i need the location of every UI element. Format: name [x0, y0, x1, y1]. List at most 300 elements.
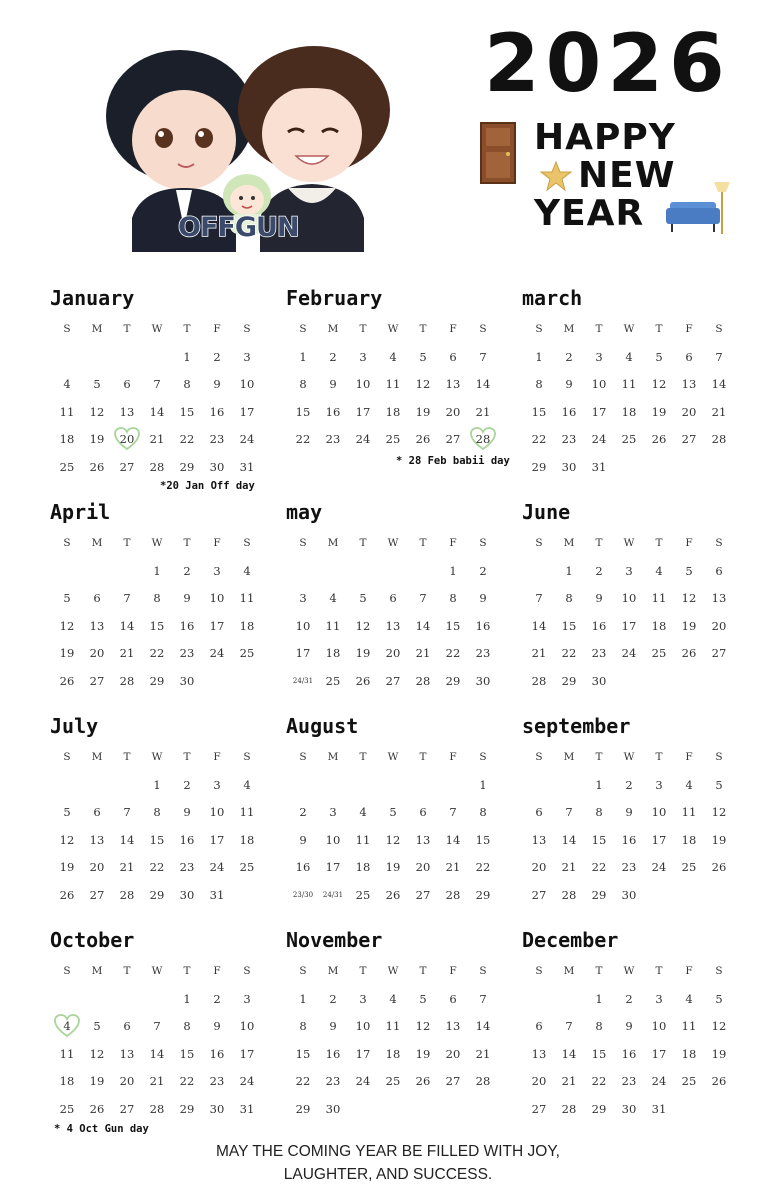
day-cell: 21 [119, 860, 135, 874]
day-cell: 24 [239, 1074, 255, 1088]
weekday-label: M [91, 751, 103, 763]
weekday-label: S [243, 965, 251, 977]
day-cell: 7 [419, 591, 427, 605]
day-cell: 1 [153, 777, 161, 792]
day-cell: 24 [621, 646, 637, 660]
day-cell: 21 [149, 432, 165, 446]
day-cell: 30 [179, 673, 195, 688]
day-cell: 13 [531, 832, 547, 847]
day-cell: 21 [119, 646, 135, 660]
weekday-label: F [685, 751, 693, 763]
day-cell: 20 [445, 1046, 461, 1061]
day-cell: 22 [475, 860, 491, 874]
day-cell: 22 [179, 1074, 195, 1088]
weekday-label: S [715, 537, 723, 549]
day-cell: 19 [415, 1046, 431, 1061]
weekday-label: T [359, 751, 367, 763]
day-cell: 15 [295, 404, 311, 419]
day-cell: 12 [385, 832, 401, 847]
day-cell: 19 [355, 646, 371, 660]
day-cell: 10 [239, 1019, 255, 1033]
weekday-label: F [449, 537, 457, 549]
day-cell: 19 [89, 432, 105, 446]
day-cell: 14 [561, 832, 577, 847]
weekday-label: M [91, 323, 103, 335]
day-cell: 8 [595, 805, 603, 819]
weekday-label: F [449, 965, 457, 977]
day-cell: 16 [209, 1046, 225, 1061]
day-cell: 25 [355, 887, 371, 902]
day-cell: 8 [153, 805, 161, 819]
weekday-label: T [183, 751, 191, 763]
day-cell: 31 [239, 1101, 255, 1116]
day-cell: 7 [479, 991, 487, 1006]
day-cell: 12 [59, 832, 75, 847]
day-cell: 30 [591, 673, 607, 688]
day-cell: 3 [595, 349, 603, 364]
day-cell: 30 [209, 459, 225, 474]
day-cell: 27 [89, 673, 105, 688]
day-cell: 24 [651, 860, 667, 874]
day-cell: 14 [415, 618, 431, 633]
combined-day-cell: 24/31 [292, 676, 314, 685]
weekday-label: F [685, 537, 693, 549]
day-cell: 2 [625, 777, 633, 792]
day-cell: 4 [685, 991, 693, 1006]
weekday-label: F [449, 751, 457, 763]
day-cell: 28 [149, 459, 165, 474]
weekday-label: S [535, 751, 543, 763]
day-cell: 4 [243, 777, 251, 792]
day-cell: 26 [415, 432, 431, 446]
weekday-label: S [299, 323, 307, 335]
day-cell: 19 [89, 1074, 105, 1088]
day-cell: 3 [213, 777, 221, 792]
day-cell: 4 [329, 591, 337, 605]
day-cell: 16 [179, 832, 195, 847]
day-cell: 5 [715, 777, 723, 792]
day-cell: 7 [535, 591, 543, 605]
day-cell: 2 [329, 991, 337, 1006]
day-cell: 3 [329, 805, 337, 819]
day-cell: 10 [295, 618, 311, 633]
day-cell: 20 [711, 618, 727, 633]
weekday-label: W [387, 965, 399, 977]
star-icon [540, 160, 572, 192]
day-cell: 20 [112, 428, 142, 450]
day-cell: 1 [565, 563, 573, 578]
day-cell: 11 [239, 591, 255, 605]
weekday-label: W [623, 323, 635, 335]
weekday-label: T [595, 537, 603, 549]
day-cell: 22 [295, 1074, 311, 1088]
day-cell: 22 [179, 432, 195, 446]
day-cell: 15 [149, 618, 165, 633]
day-cell: 29 [149, 673, 165, 688]
day-cell: 22 [149, 860, 165, 874]
day-cell: 30 [325, 1101, 341, 1116]
weekday-label: W [387, 537, 399, 549]
day-cell: 3 [299, 591, 307, 605]
month-name: October [50, 928, 135, 952]
greeting-happy: HAPPY [534, 117, 676, 158]
weekday-label: S [243, 537, 251, 549]
weekday-label: T [359, 965, 367, 977]
day-cell: 5 [63, 805, 71, 819]
day-cell: 18 [59, 432, 75, 446]
day-cell: 13 [119, 1046, 135, 1061]
day-cell: 10 [621, 591, 637, 605]
day-cell: 11 [681, 1019, 697, 1033]
day-cell: 4 [63, 377, 71, 391]
weekday-label: S [63, 751, 71, 763]
day-cell: 29 [561, 673, 577, 688]
month-name: may [286, 500, 323, 524]
day-cell: 23 [179, 646, 195, 660]
day-cell: 25 [681, 1074, 697, 1088]
day-cell: 12 [681, 591, 697, 605]
day-cell: 10 [355, 1019, 371, 1033]
weekday-label: W [151, 537, 163, 549]
day-cell: 10 [651, 805, 667, 819]
day-cell: 22 [149, 646, 165, 660]
day-cell: 27 [681, 432, 697, 446]
day-cell: 9 [595, 591, 603, 605]
day-cell: 2 [213, 349, 221, 364]
day-cell: 1 [299, 349, 307, 364]
month-name: July [50, 714, 99, 738]
footer-message [0, 1140, 776, 1186]
day-cell: 17 [591, 404, 607, 419]
day-cell: 23 [621, 860, 637, 874]
day-cell: 18 [385, 1046, 401, 1061]
day-cell: 23 [475, 646, 491, 660]
calendar-header [0, 0, 776, 270]
weekday-label: S [479, 965, 487, 977]
day-cell: 27 [119, 459, 135, 474]
day-cell: 15 [179, 404, 195, 419]
month-name: August [286, 714, 359, 738]
day-cell: 22 [591, 860, 607, 874]
day-cell: 19 [711, 832, 727, 847]
day-cell: 13 [89, 618, 105, 633]
day-cell: 16 [325, 1046, 341, 1061]
day-cell: 11 [59, 1046, 75, 1061]
day-cell: 5 [655, 349, 663, 364]
day-cell: 25 [325, 673, 341, 688]
day-cell: 9 [183, 591, 191, 605]
day-cell: 16 [591, 618, 607, 633]
weekday-label: T [595, 965, 603, 977]
weekday-label: T [655, 323, 663, 335]
day-cell: 24 [591, 432, 607, 446]
day-cell: 13 [445, 377, 461, 391]
day-cell: 16 [325, 404, 341, 419]
day-cell: 13 [531, 1046, 547, 1061]
day-cell: 12 [651, 377, 667, 391]
day-cell: 7 [153, 377, 161, 391]
weekday-label: F [213, 537, 221, 549]
day-cell: 11 [59, 404, 75, 419]
day-cell: 21 [561, 1074, 577, 1088]
day-cell: 20 [89, 646, 105, 660]
footer-line-1: MAY THE COMING YEAR BE FILLED WITH JOY, [216, 1143, 560, 1160]
weekday-label: T [359, 537, 367, 549]
day-cell: 8 [299, 1019, 307, 1033]
day-cell: 4 [655, 563, 663, 578]
weekday-label: S [299, 751, 307, 763]
day-cell: 11 [325, 618, 341, 633]
day-cell: 20 [531, 1074, 547, 1088]
day-cell: 28 [415, 673, 431, 688]
weekday-label: F [685, 323, 693, 335]
day-cell: 5 [359, 591, 367, 605]
day-cell: 20 [89, 860, 105, 874]
month-name: November [286, 928, 383, 952]
weekday-label: M [91, 537, 103, 549]
weekday-label: T [123, 323, 131, 335]
day-cell: 18 [325, 646, 341, 660]
day-cell: 13 [711, 591, 727, 605]
day-cell: 26 [711, 860, 727, 874]
day-cell: 20 [119, 1074, 135, 1088]
day-cell: 2 [183, 777, 191, 792]
day-cell: 27 [119, 1101, 135, 1116]
day-cell: 5 [715, 991, 723, 1006]
day-cell: 17 [355, 1046, 371, 1061]
day-cell: 30 [179, 887, 195, 902]
day-cell: 9 [329, 1019, 337, 1033]
day-cell: 23 [591, 646, 607, 660]
day-cell: 11 [681, 805, 697, 819]
day-cell: 21 [415, 646, 431, 660]
day-cell: 14 [475, 1019, 491, 1033]
day-cell: 15 [149, 832, 165, 847]
day-cell: 16 [295, 860, 311, 874]
sofa-icon [664, 178, 734, 238]
day-cell: 14 [149, 1046, 165, 1061]
day-cell: 20 [385, 646, 401, 660]
day-cell: 25 [681, 860, 697, 874]
day-cell: 25 [385, 432, 401, 446]
day-cell: 17 [239, 404, 255, 419]
day-cell: 15 [475, 832, 491, 847]
day-cell: 7 [123, 805, 131, 819]
weekday-label: F [213, 751, 221, 763]
day-cell: 18 [621, 404, 637, 419]
footer-line-2: LAUGHTER, AND SUCCESS. [283, 1166, 493, 1183]
day-cell: 22 [445, 646, 461, 660]
weekday-label: T [419, 537, 427, 549]
day-cell: 19 [651, 404, 667, 419]
day-cell: 26 [59, 673, 75, 688]
weekday-label: T [123, 537, 131, 549]
day-cell: 16 [209, 404, 225, 419]
day-cell: 28 [445, 887, 461, 902]
month-september [522, 712, 744, 902]
special-day-note: *20 Jan Off day [160, 480, 255, 492]
day-cell: 22 [295, 432, 311, 446]
day-cell: 13 [385, 618, 401, 633]
day-cell: 23 [179, 860, 195, 874]
day-cell: 4 [359, 805, 367, 819]
day-cell: 2 [183, 563, 191, 578]
day-cell: 12 [59, 618, 75, 633]
day-cell: 10 [591, 377, 607, 391]
month-name: June [522, 500, 571, 524]
month-name: January [50, 286, 135, 310]
day-cell: 6 [449, 991, 457, 1006]
weekday-label: F [213, 965, 221, 977]
day-cell: 17 [325, 860, 341, 874]
weekday-label: S [243, 323, 251, 335]
day-cell: 15 [179, 1046, 195, 1061]
calendar-year-title: 2026 [484, 17, 731, 110]
day-cell: 1 [153, 563, 161, 578]
weekday-label: F [685, 965, 693, 977]
day-cell: 7 [715, 349, 723, 364]
weekday-label: T [123, 751, 131, 763]
day-cell: 17 [651, 832, 667, 847]
weekday-label: M [563, 537, 575, 549]
day-cell: 26 [89, 459, 105, 474]
greeting-new: NEW [578, 155, 676, 196]
day-cell: 5 [419, 991, 427, 1006]
day-cell: 2 [595, 563, 603, 578]
day-cell: 19 [385, 860, 401, 874]
day-cell: 15 [295, 1046, 311, 1061]
day-cell: 7 [565, 1019, 573, 1033]
day-cell: 28 [711, 432, 727, 446]
day-cell: 31 [239, 459, 255, 474]
day-cell: 6 [535, 1019, 543, 1033]
day-cell: 27 [445, 432, 461, 446]
month-name: February [286, 286, 383, 310]
day-cell: 11 [385, 1019, 401, 1033]
day-cell: 9 [213, 377, 221, 391]
day-cell: 17 [621, 618, 637, 633]
day-cell: 23 [325, 1074, 341, 1088]
day-cell: 24 [209, 860, 225, 874]
day-cell: 12 [711, 805, 727, 819]
weekday-label: S [299, 537, 307, 549]
day-cell: 20 [681, 404, 697, 419]
day-cell: 26 [355, 673, 371, 688]
day-cell: 9 [479, 591, 487, 605]
weekday-label: S [535, 965, 543, 977]
day-cell: 26 [711, 1074, 727, 1088]
day-cell: 3 [243, 349, 251, 364]
weekday-label: S [715, 323, 723, 335]
day-cell: 25 [59, 459, 75, 474]
month-june [522, 498, 744, 688]
day-cell: 23 [621, 1074, 637, 1088]
day-cell: 14 [119, 832, 135, 847]
day-cell: 5 [93, 1019, 101, 1033]
weekday-label: S [63, 537, 71, 549]
day-cell: 23 [325, 432, 341, 446]
day-cell: 11 [239, 805, 255, 819]
day-cell: 5 [389, 805, 397, 819]
weekday-label: T [419, 751, 427, 763]
day-cell: 18 [239, 618, 255, 633]
month-name: september [522, 714, 631, 738]
weekday-label: T [595, 751, 603, 763]
day-cell: 9 [625, 1019, 633, 1033]
weekday-label: M [327, 965, 339, 977]
weekday-label: S [479, 751, 487, 763]
day-cell: 1 [183, 349, 191, 364]
day-cell: 16 [621, 1046, 637, 1061]
weekday-label: S [715, 965, 723, 977]
weekday-label: F [449, 323, 457, 335]
day-cell: 27 [445, 1074, 461, 1088]
day-cell: 30 [475, 673, 491, 688]
weekday-label: W [151, 323, 163, 335]
day-cell: 29 [531, 459, 547, 474]
day-cell: 17 [239, 1046, 255, 1061]
day-cell: 23 [561, 432, 577, 446]
day-cell: 2 [213, 991, 221, 1006]
day-cell: 16 [621, 832, 637, 847]
day-cell: 2 [299, 805, 307, 819]
weekday-label: T [419, 323, 427, 335]
weekday-label: M [563, 751, 575, 763]
day-cell: 18 [239, 832, 255, 847]
day-cell: 18 [355, 860, 371, 874]
day-cell: 13 [445, 1019, 461, 1033]
month-august [286, 712, 508, 902]
day-cell: 12 [711, 1019, 727, 1033]
day-cell: 2 [625, 991, 633, 1006]
day-cell: 22 [561, 646, 577, 660]
day-cell: 29 [591, 887, 607, 902]
day-cell: 13 [681, 377, 697, 391]
day-cell: 7 [565, 805, 573, 819]
day-cell: 16 [561, 404, 577, 419]
weekday-label: T [183, 965, 191, 977]
day-cell: 16 [179, 618, 195, 633]
day-cell: 12 [89, 404, 105, 419]
day-cell: 30 [209, 1101, 225, 1116]
day-cell: 13 [119, 404, 135, 419]
day-cell: 28 [149, 1101, 165, 1116]
day-cell: 20 [415, 860, 431, 874]
weekday-label: M [563, 965, 575, 977]
day-cell: 1 [449, 563, 457, 578]
day-cell: 3 [655, 777, 663, 792]
day-cell: 6 [685, 349, 693, 364]
day-cell: 8 [183, 1019, 191, 1033]
day-cell: 29 [149, 887, 165, 902]
day-cell: 19 [59, 646, 75, 660]
day-cell: 4 [625, 349, 633, 364]
day-cell: 24 [355, 1074, 371, 1088]
day-cell: 9 [565, 377, 573, 391]
weekday-label: T [123, 965, 131, 977]
weekday-label: F [213, 323, 221, 335]
day-cell: 1 [595, 777, 603, 792]
day-cell: 12 [415, 377, 431, 391]
day-cell: 19 [59, 860, 75, 874]
day-cell: 26 [681, 646, 697, 660]
day-cell: 15 [591, 832, 607, 847]
day-cell: 22 [591, 1074, 607, 1088]
day-cell: 17 [651, 1046, 667, 1061]
day-cell: 24 [239, 432, 255, 446]
weekday-label: T [183, 323, 191, 335]
day-cell: 5 [93, 377, 101, 391]
